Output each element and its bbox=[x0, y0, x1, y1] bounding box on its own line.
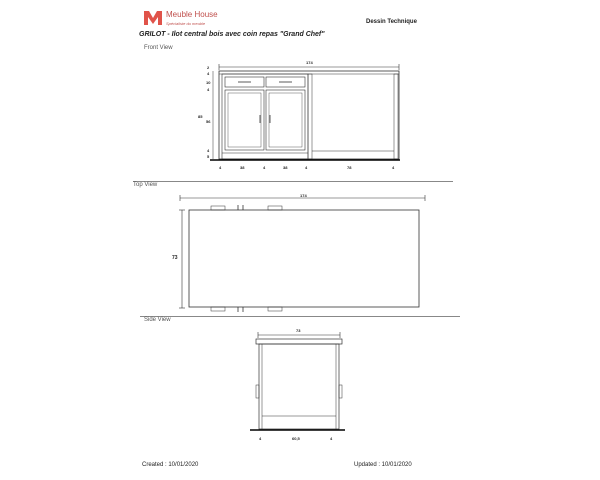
brand-logo-icon bbox=[143, 9, 163, 26]
front-width-dim-7: 4 bbox=[392, 165, 395, 170]
front-height-dim-3: 10 bbox=[206, 80, 211, 85]
page-title: GRILOT - Ilot central bois avec coin repas "Grand Chef" bbox=[139, 31, 325, 38]
brand-name: Meuble House bbox=[166, 10, 218, 19]
side-width-dim: 73 bbox=[296, 328, 301, 333]
brand-tagline: Spécialiste du meuble bbox=[166, 21, 206, 26]
front-width-dim-6: 78 bbox=[347, 165, 352, 170]
header bbox=[0, 0, 600, 45]
front-height-dim-2: 4 bbox=[207, 71, 210, 76]
side-width-dim-3: 4 bbox=[330, 436, 333, 441]
front-height-dim-top: 2 bbox=[207, 65, 210, 70]
top-view-drawing bbox=[165, 190, 435, 315]
updated-date: Updated : 10/01/2020 bbox=[354, 462, 412, 468]
front-height-dim-7: 5 bbox=[207, 154, 210, 159]
front-total-height-dim: 85 bbox=[198, 114, 203, 119]
side-view-divider bbox=[140, 316, 460, 317]
front-height-dim-4: 4 bbox=[207, 87, 210, 92]
front-width-dim-4: 38 bbox=[283, 165, 288, 170]
side-width-dim-2: 60,5 bbox=[292, 436, 300, 441]
side-view-drawing bbox=[245, 322, 355, 447]
side-view-label: Side View bbox=[144, 317, 171, 323]
front-height-dim-5: 56 bbox=[206, 119, 211, 124]
front-width-dim-3: 4 bbox=[263, 165, 266, 170]
top-view-label: Top View bbox=[133, 182, 158, 188]
front-width-dim-1: 4 bbox=[219, 165, 222, 170]
front-view-label: Front View bbox=[144, 45, 173, 51]
front-view-drawing bbox=[190, 55, 420, 180]
front-width-dim-5: 4 bbox=[305, 165, 308, 170]
top-view-divider bbox=[133, 181, 453, 182]
top-depth-dim: 73 bbox=[172, 255, 178, 261]
side-width-dim-1: 4 bbox=[259, 436, 262, 441]
document-type: Dessin Technique bbox=[366, 19, 417, 25]
front-width-dim-2: 38 bbox=[240, 165, 245, 170]
front-width-dim: 174 bbox=[306, 60, 313, 65]
created-date: Created : 10/01/2020 bbox=[142, 462, 199, 468]
top-width-dim: 174 bbox=[300, 193, 307, 198]
front-height-dim-6: 4 bbox=[207, 148, 210, 153]
